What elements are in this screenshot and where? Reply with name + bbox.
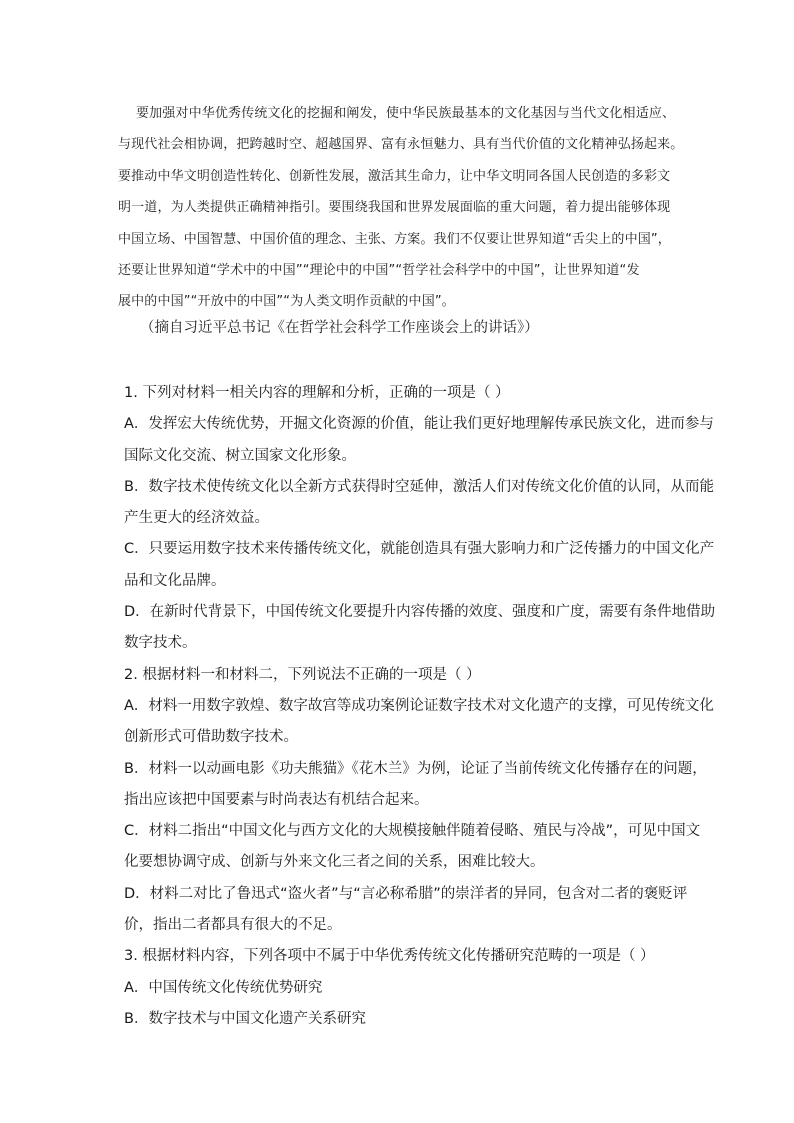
question-1-option-a: A．发挥宏大传统优势，开掘文化资源的价值，能让我们更好地理解传承民族文化，进而参与	[124, 416, 714, 433]
passage-line: 与现代社会相协调，把跨越时空、超越国界、富有永恒魅力、具有当代价值的文化精神弘扬起来。	[118, 137, 684, 153]
question-2-option-c: C．材料二指出“中国文化与西方文化的大规模接触伴随着侵略、殖民与冷战”，可见中国文	[124, 823, 701, 840]
question-list	[124, 378, 714, 1035]
question-1-option-b-cont: 产生更大的经济效益。	[124, 510, 269, 527]
passage-line: 还要让世界知道“学术中的中国”“理论中的中国”“哲学社会科学中的中国”，让世界知道“发	[118, 262, 640, 278]
question-1-stem: 1. 下列对材料一相关内容的理解和分析，正确的一项是（ ）	[124, 385, 510, 401]
passage-line: 要加强对中华优秀传统文化的挖掘和阐发，使中华民族最基本的文化基因与当代文化相适应、	[136, 106, 676, 121]
question-3-option-a: A．中国传统文化传统优势研究	[124, 979, 323, 996]
question-3-option-b: B．数字技术与中国文化遗产关系研究	[124, 1010, 366, 1027]
question-2-stem: 2. 根据材料一和材料二，下列说法不正确的一项是（ ）	[124, 666, 481, 683]
question-2-option-b-cont: 指出应该把中国要素与时尚表达有机结合起来。	[124, 791, 429, 808]
question-2-option-a-cont: 创新形式可借助数字技术。	[124, 729, 298, 746]
passage-line: 展中的中国”“开放中的中国”“为人类文明作贡献的中国”。	[118, 294, 455, 310]
question-2-option-a: A．材料一用数字敦煌、数字故宫等成功案例论证数字技术对文化遗产的支撑，可见传统文化	[124, 697, 714, 714]
question-1-option-b: B．数字技术使传统文化以全新方式获得时空延伸，激活人们对传统文化价值的认同，从而能	[124, 478, 714, 495]
question-1-option-c-cont: 品和文化品牌。	[124, 572, 226, 589]
passage-line: 中国立场、中国智慧、中国价值的理念、主张、方案。我们不仅要让世界知道“舌尖上的中国”，	[118, 231, 671, 247]
question-2-option-c-cont: 化要想协调守成、创新与外来文化三者之间的关系，困难比较大。	[124, 854, 545, 871]
question-1-option-d: D．在新时代背景下，中国传统文化要提升内容传播的效度、强度和广度，需要有条件地借助	[124, 604, 716, 621]
question-2-option-d-cont: 价，指出二者都具有很大的不足。	[124, 917, 342, 934]
question-2-option-b: B．材料一以动画电影《功夫熊猫》《花木兰》为例，论证了当前传统文化传播存在的问题，	[124, 760, 707, 777]
question-1-option-a-cont: 国际文化交流、树立国家文化形象。	[124, 447, 356, 464]
question-2-option-d: D．材料二对比了鲁迅式“盗火者”与“言必称希腊”的崇洋者的异同，包含对二者的褒贬评	[124, 885, 688, 902]
question-1-option-d-cont: 数字技术。	[124, 635, 197, 652]
passage-line: 明一道，为人类提供正确精神指引。要围绕我国和世界发展面临的重大问题，着力提出能够体现	[118, 200, 671, 216]
passage-text	[118, 98, 718, 318]
question-1-option-c: C．只要运用数字技术来传播传统文化，就能创造具有强大影响力和广泛传播力的中国文化产	[124, 541, 715, 558]
passage-source: （摘自习近平总书记《在哲学社会科学工作座谈会上的讲话》）	[140, 320, 539, 336]
question-3-stem: 3. 根据材料内容，下列各项中不属于中华优秀传统文化传播研究范畴的一项是（ ）	[124, 948, 655, 965]
passage-line: 要推动中华文明创造性转化、创新性发展，激活其生命力，让中华文明同各国人民创造的多彩文	[118, 168, 671, 184]
